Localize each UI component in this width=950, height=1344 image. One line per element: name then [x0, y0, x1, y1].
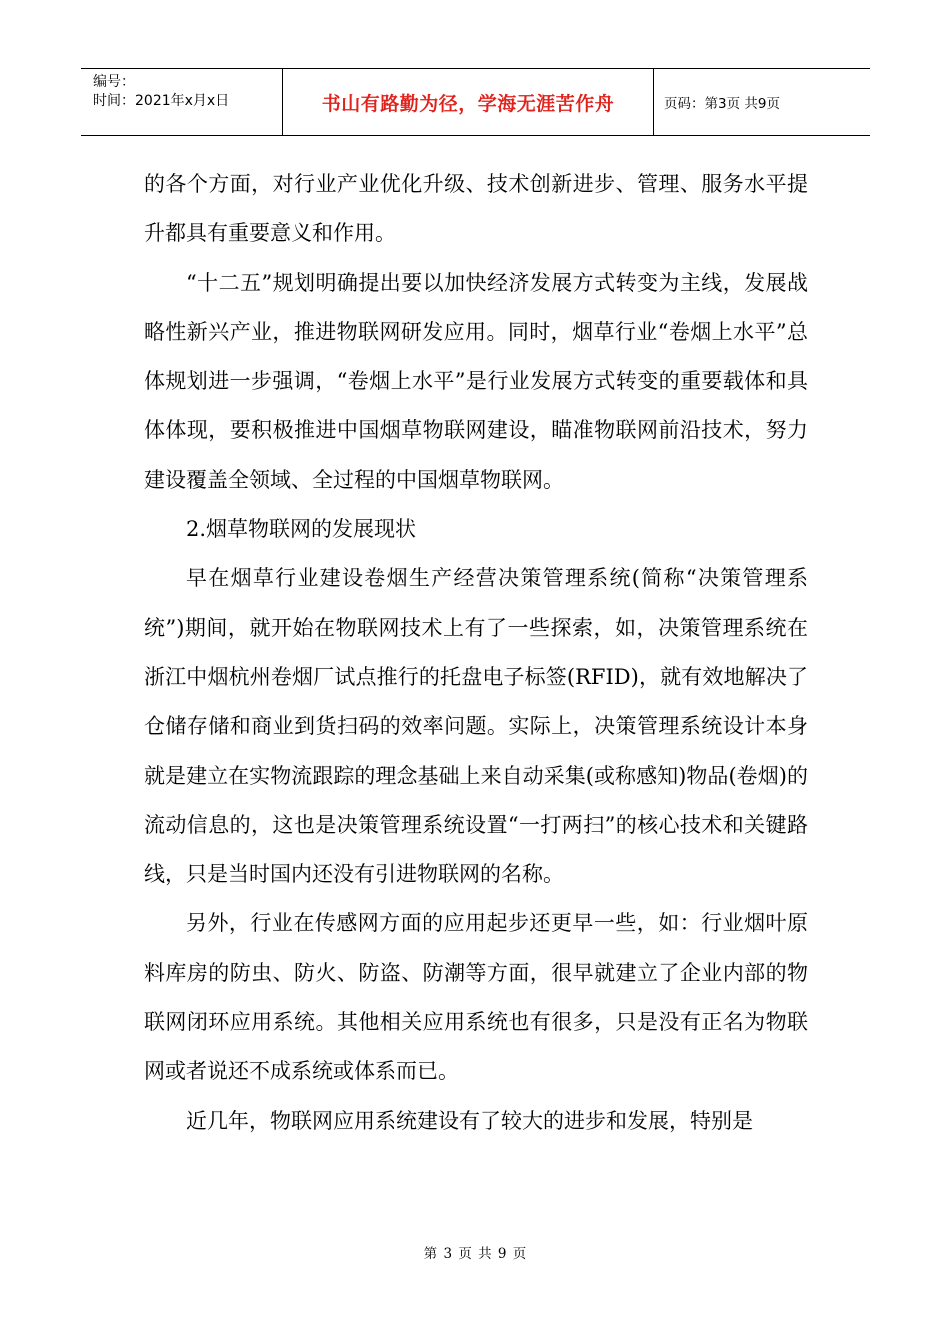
header-motto-cell	[283, 69, 654, 135]
header-meta-cell	[81, 69, 283, 135]
document-number-label: 编号：	[93, 74, 135, 90]
document-time-label: 时间：2021年x月x日	[93, 93, 230, 109]
header-page-cell	[654, 69, 870, 135]
paragraph: 另外，行业在传感网方面的应用起步还更早一些，如：行业烟叶原料库房的防虫、防火、防盗、防潮等方面，很早就建立了企业内部的物联网闭环应用系统。其他相关应用系统也有很多，只是没有正名为物联网或者说还不成系统或体系而已。	[144, 911, 808, 1084]
document-body	[144, 160, 808, 1146]
paragraph: 早在烟草行业建设卷烟生产经营决策管理系统(简称“决策管理系统”)期间，就开始在物联网技术上有了一些探索，如，决策管理系统在浙江中烟杭州卷烟厂试点推行的托盘电子标签(RFID)，就有效地解决了仓储存储和商业到货扫码的效率问题。实际上，决策管理系统设计本身就是建立在实物流跟踪的理念基础上来自动采集(或称感知)物品(卷烟)的流动信息的，这也是决策管理系统设置“一打两扫”的核心技术和关键路线，只是当时国内还没有引进物联网的名称。	[144, 566, 808, 887]
footer-page-number: 第 3 页 共 9 页	[423, 1246, 527, 1262]
paragraph: “十二五”规划明确提出要以加快经济发展方式转变为主线，发展战略性新兴产业，推进物联网研发应用。同时，烟草行业“卷烟上水平”总体规划进一步强调，“卷烟上水平”是行业发展方式转变的重要载体和具体体现，要积极推进中国烟草物联网建设，瞄准物联网前沿技术，努力建设覆盖全领域、全过程的中国烟草物联网。	[144, 270, 808, 492]
document-header	[81, 68, 870, 136]
header-page-number: 页码：第3页 共9页	[664, 96, 780, 112]
header-motto: 书山有路勤为径，学海无涯苦作舟	[321, 93, 615, 115]
section-heading: 2.烟草物联网的发展现状	[186, 517, 417, 542]
paragraph-continued: 的各个方面，对行业产业优化升级、技术创新进步、管理、服务水平提升都具有重要意义和作用。	[144, 172, 808, 246]
paragraph: 近几年，物联网应用系统建设有了较大的进步和发展，特别是	[186, 1108, 753, 1133]
